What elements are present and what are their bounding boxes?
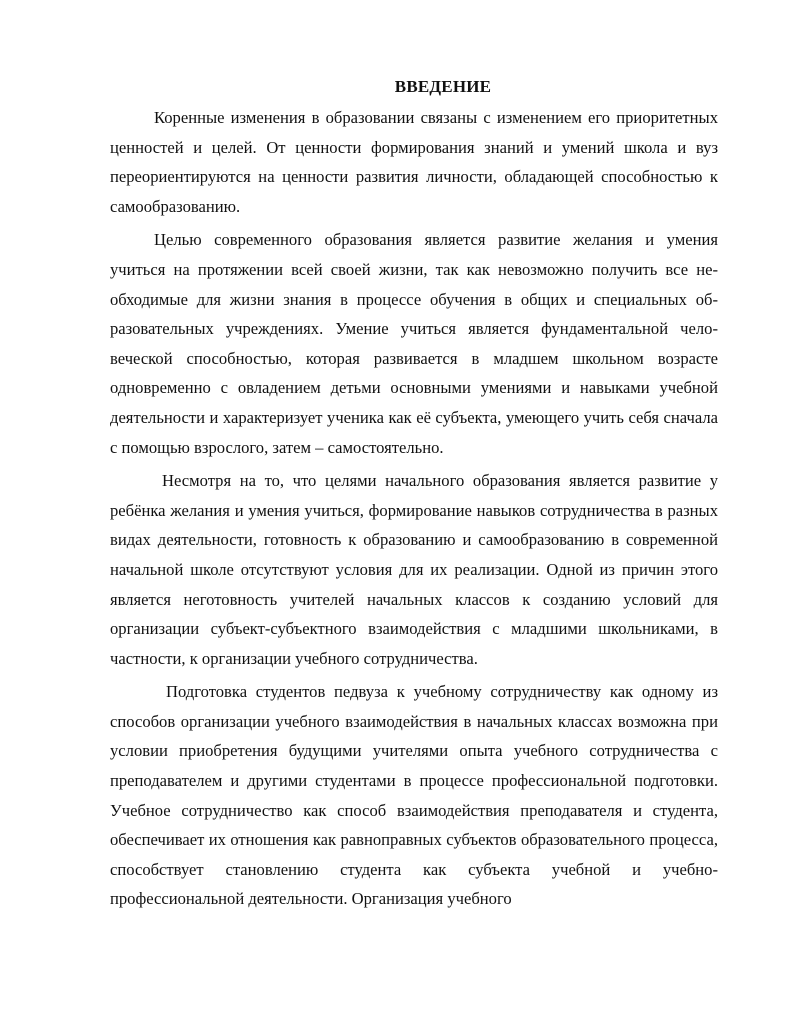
page-title: ВВЕДЕНИЕ xyxy=(394,77,492,96)
paragraph-3: Несмотря на то, что целями начального образования является развитие у ребёнка желания и умения учиться, формирование навыков сотрудничества в разных видах деятельности, готовность к образованию и самообразованию в современной начальной школе отсутствуют условия для их реализации. Одной из причин этого является неготовность учителей начальных классов к созданию условий для организации субъект-субъектного взаимодействия с младшими школьниками, в частности, к организации учебного сотрудничества. xyxy=(110,471,718,668)
paragraph-1: Коренные изменения в образовании связаны с изменением его приоритетных ценностей и целей. От ценности формирования знаний и умений школа и вуз переориентируются на ценности развития личности, обладающей способностью к самообразованию. xyxy=(110,108,718,216)
paragraph-4: Подготовка студентов педвуза к учебному сотрудничеству как одному из способов организации учебного взаимодействия в начальных классах возможна при условии приобретения будущими учителями опыта учебного сотрудничества с преподавателем и другими студентами в процессе профессиональной подготовки. Учебное сотрудничество как способ взаимодействия преподавателя и студента, обеспечивает их отношения как равноправных субъектов образовательного процесса, способствует становлению студента как субъекта учебной и учебно-профессиональной деятельности. Организация учебного xyxy=(110,682,718,909)
paragraph-2: Целью современного образования является развитие желания и умения учиться на протяжении всей своей жизни, так как невозможно получить все необходимые для жизни знания в процессе обучения в общих и специальных образовательных учреждениях. Умение учиться является фундаментальной человеческой способностью, которая развивается в младшем школьном возрасте одновременно с овладением детьми основными умениями и навыками учебной деятельности и характеризует ученика как её субъекта, умеющего учить себя сначала с помощью взрослого, затем – самостоятельно. xyxy=(110,230,718,457)
